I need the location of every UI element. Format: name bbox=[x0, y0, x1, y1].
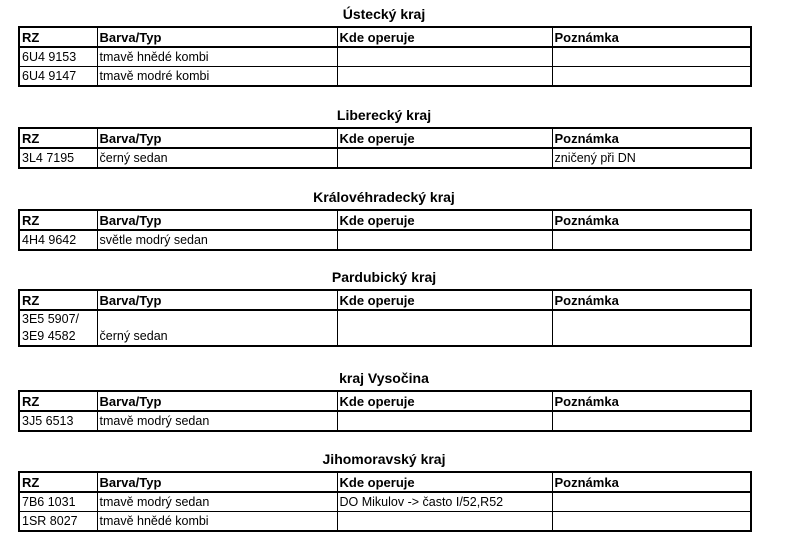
table-cell bbox=[552, 230, 751, 250]
table-cell: tmavě hnědé kombi bbox=[97, 47, 337, 67]
table-cell bbox=[337, 230, 552, 250]
table-cell: tmavě modrý sedan bbox=[97, 411, 337, 431]
column-header: Barva/Typ bbox=[97, 210, 337, 230]
table-cell bbox=[552, 310, 751, 346]
column-header: Poznámka bbox=[552, 290, 751, 310]
column-header: RZ bbox=[19, 472, 97, 492]
region-table bbox=[18, 127, 752, 169]
header-row bbox=[19, 27, 751, 47]
table-cell bbox=[337, 47, 552, 67]
table-cell: černý sedan bbox=[97, 310, 337, 346]
column-header: Barva/Typ bbox=[97, 391, 337, 411]
table-cell bbox=[552, 411, 751, 431]
table-cell: zničený při DN bbox=[552, 148, 751, 168]
table-cell bbox=[337, 512, 552, 532]
table-row bbox=[19, 230, 751, 250]
table-cell bbox=[552, 512, 751, 532]
table-cell bbox=[337, 148, 552, 168]
table-cell: tmavě hnědé kombi bbox=[97, 512, 337, 532]
column-header: Barva/Typ bbox=[97, 472, 337, 492]
column-header: RZ bbox=[19, 290, 97, 310]
column-header: Kde operuje bbox=[337, 27, 552, 47]
table-row bbox=[19, 492, 751, 512]
region-table bbox=[18, 390, 752, 432]
column-header: Barva/Typ bbox=[97, 128, 337, 148]
header-row bbox=[19, 290, 751, 310]
table-cell: 6U4 9153 bbox=[19, 47, 97, 67]
column-header: Kde operuje bbox=[337, 472, 552, 492]
table-cell bbox=[552, 47, 751, 67]
header-row bbox=[19, 128, 751, 148]
column-header: Poznámka bbox=[552, 472, 751, 492]
table-cell: DO Mikulov -> často I/52,R52 bbox=[337, 492, 552, 512]
region-title: Jihomoravský kraj bbox=[322, 451, 446, 467]
table-cell: černý sedan bbox=[97, 148, 337, 168]
table-cell: 1SR 8027 bbox=[19, 512, 97, 532]
column-header: RZ bbox=[19, 128, 97, 148]
table-cell: tmavě modré kombi bbox=[97, 67, 337, 87]
header-row bbox=[19, 391, 751, 411]
table-cell: 3E5 5907/ 3E9 4582 bbox=[19, 310, 97, 346]
table-row bbox=[19, 148, 751, 168]
column-header: Kde operuje bbox=[337, 128, 552, 148]
table-cell bbox=[552, 67, 751, 87]
region-title: kraj Vysočina bbox=[339, 370, 429, 386]
header-row bbox=[19, 210, 751, 230]
column-header: RZ bbox=[19, 27, 97, 47]
column-header: Poznámka bbox=[552, 391, 751, 411]
table-cell: světle modrý sedan bbox=[97, 230, 337, 250]
table-cell bbox=[552, 492, 751, 512]
table-cell bbox=[337, 411, 552, 431]
table-row bbox=[19, 47, 751, 67]
region-title: Ústecký kraj bbox=[342, 6, 426, 22]
column-header: Poznámka bbox=[552, 27, 751, 47]
region-title: Královéhradecký kraj bbox=[313, 189, 455, 205]
region-table bbox=[18, 209, 752, 251]
table-cell: 7B6 1031 bbox=[19, 492, 97, 512]
table-row bbox=[19, 67, 751, 87]
column-header: RZ bbox=[19, 391, 97, 411]
table-cell: 6U4 9147 bbox=[19, 67, 97, 87]
column-header: Poznámka bbox=[552, 210, 751, 230]
table-row bbox=[19, 310, 751, 346]
column-header: Kde operuje bbox=[337, 391, 552, 411]
column-header: Barva/Typ bbox=[97, 290, 337, 310]
column-header: Kde operuje bbox=[337, 290, 552, 310]
table-cell bbox=[337, 67, 552, 87]
column-header: Kde operuje bbox=[337, 210, 552, 230]
region-title: Liberecký kraj bbox=[336, 107, 432, 123]
table-cell: tmavě modrý sedan bbox=[97, 492, 337, 512]
column-header: Barva/Typ bbox=[97, 27, 337, 47]
table-cell: 3J5 6513 bbox=[19, 411, 97, 431]
table-row bbox=[19, 512, 751, 532]
table-row bbox=[19, 411, 751, 431]
table-cell bbox=[337, 310, 552, 346]
header-row bbox=[19, 472, 751, 492]
table-cell: 4H4 9642 bbox=[19, 230, 97, 250]
column-header: RZ bbox=[19, 210, 97, 230]
region-title: Pardubický kraj bbox=[331, 269, 437, 285]
column-header: Poznámka bbox=[552, 128, 751, 148]
table-cell: 3L4 7195 bbox=[19, 148, 97, 168]
region-table bbox=[18, 471, 752, 532]
region-table bbox=[18, 289, 752, 347]
region-table bbox=[18, 26, 752, 87]
